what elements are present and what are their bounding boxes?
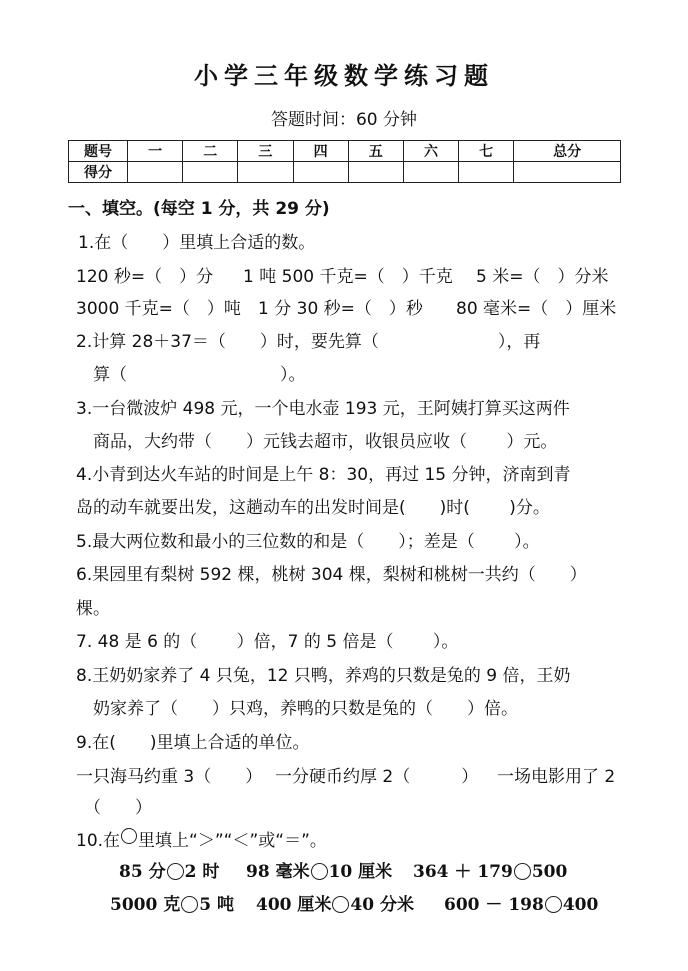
question-1-item: 1 分 30 秒=（ ）秒 xyxy=(258,299,423,319)
compare-right: 40 分米 xyxy=(350,895,414,915)
exam-duration: 答题时间：60 分钟 xyxy=(270,110,418,130)
compare-left: 364 ＋ 179 xyxy=(413,862,513,882)
question-4: 4.小青到达火车站的时间是上午 8：30，再过 15 分钟，济南到青 xyxy=(76,465,571,485)
question-8: 8.王奶奶家养了 4 只兔，12 只鸭，养鸡的只数是兔的 9 倍，王奶 xyxy=(76,666,571,686)
header-cell: 总分 xyxy=(514,141,621,162)
score-cell[interactable] xyxy=(238,162,293,183)
score-table-header-row xyxy=(69,141,621,162)
row-label: 得分 xyxy=(69,162,128,183)
compare-right: 2 时 xyxy=(184,862,220,882)
header-cell: 二 xyxy=(183,141,238,162)
compare-circle[interactable] xyxy=(311,863,328,880)
compare-circle[interactable] xyxy=(181,896,198,913)
question-9-item: 一分硬币约厚 2（ ） xyxy=(275,767,479,787)
question-9-cont: （ ） xyxy=(84,798,152,818)
question-6-cont: 棵。 xyxy=(76,599,110,619)
question-10-instruction: 里填上“＞”“＜”或“＝”。 xyxy=(138,831,327,851)
header-cell: 一 xyxy=(128,141,183,162)
question-8-cont: 奶家养了（ ）只鸡，养鸭的只数是兔的（ ）倍。 xyxy=(93,699,518,719)
compare-circle[interactable] xyxy=(545,896,562,913)
score-table-score-row xyxy=(69,162,621,183)
compare-left: 600 － 198 xyxy=(444,895,544,915)
question-3: 3.一台微波炉 498 元，一个电水壶 193 元，王阿姨打算买这两件 xyxy=(76,399,570,419)
question-9: 9.在( )里填上合适的单位。 xyxy=(76,733,310,753)
question-1-item: 5 米=（ ）分米 xyxy=(476,267,609,287)
score-cell[interactable] xyxy=(183,162,238,183)
header-cell: 七 xyxy=(459,141,514,162)
header-cell: 六 xyxy=(403,141,458,162)
score-cell[interactable] xyxy=(348,162,403,183)
question-10 xyxy=(76,826,327,851)
question-3-cont: 商品，大约带（ ）元钱去超市，收银员应收（ ）元。 xyxy=(93,432,558,452)
question-10-prefix: 10.在 xyxy=(76,831,121,851)
score-table xyxy=(68,140,621,183)
compare-item xyxy=(119,857,219,882)
compare-item xyxy=(444,890,598,915)
question-2-cont: 算（ ）。 xyxy=(93,365,306,385)
compare-left: 400 厘米 xyxy=(256,895,332,915)
score-cell[interactable] xyxy=(403,162,458,183)
question-5: 5.最大两位数和最小的三位数的和是（ ）；差是（ ）。 xyxy=(76,532,540,552)
compare-right: 400 xyxy=(562,895,599,915)
question-1-item: 3000 千克=（ ）吨 xyxy=(76,299,241,319)
compare-item xyxy=(413,857,567,882)
compare-right: 5 吨 xyxy=(199,895,234,915)
question-1-item: 80 毫米=（ ）厘米 xyxy=(456,299,617,319)
compare-item xyxy=(246,857,392,882)
header-cell: 五 xyxy=(348,141,403,162)
question-7: 7. 48 是 6 的（ ）倍，7 的 5 倍是（ ）。 xyxy=(76,632,459,652)
question-9-item: 一场电影用了 2 xyxy=(497,767,616,787)
question-1-item: 120 秒=（ ）分 xyxy=(76,267,214,287)
compare-right: 10 厘米 xyxy=(328,862,393,882)
question-6: 6.果园里有梨树 592 棵，桃树 304 棵，梨树和桃树一共约（ ） xyxy=(76,565,587,585)
header-cell: 三 xyxy=(238,141,293,162)
question-1: 1.在（ ）里填上合适的数。 xyxy=(78,233,316,253)
compare-left: 98 毫米 xyxy=(246,862,310,882)
score-cell[interactable] xyxy=(514,162,621,183)
question-9-item: 一只海马约重 3（ ） xyxy=(76,767,263,787)
question-2: 2.计算 28＋37＝（ ）时，要先算（ ），再 xyxy=(76,332,541,352)
compare-left: 85 分 xyxy=(119,862,166,882)
score-cell[interactable] xyxy=(459,162,514,183)
question-4-cont: 岛的动车就要出发，这趟动车的出发时间是( )时( )分。 xyxy=(76,498,550,518)
header-cell: 题号 xyxy=(69,141,128,162)
score-cell[interactable] xyxy=(293,162,348,183)
compare-left: 5000 克 xyxy=(110,895,181,915)
compare-circle[interactable] xyxy=(167,863,184,880)
compare-circle[interactable] xyxy=(332,896,349,913)
header-cell: 四 xyxy=(293,141,348,162)
section-heading: 一、填空。(每空 1 分，共 29 分) xyxy=(68,199,330,219)
compare-circle[interactable] xyxy=(514,863,531,880)
circle-icon xyxy=(121,828,137,844)
compare-item xyxy=(110,890,234,915)
score-cell[interactable] xyxy=(128,162,183,183)
page-title: 小学三年级数学练习题 xyxy=(194,61,494,90)
question-1-item: 1 吨 500 千克=（ ）千克 xyxy=(243,267,453,287)
compare-item xyxy=(256,890,414,915)
compare-right: 500 xyxy=(531,862,568,882)
